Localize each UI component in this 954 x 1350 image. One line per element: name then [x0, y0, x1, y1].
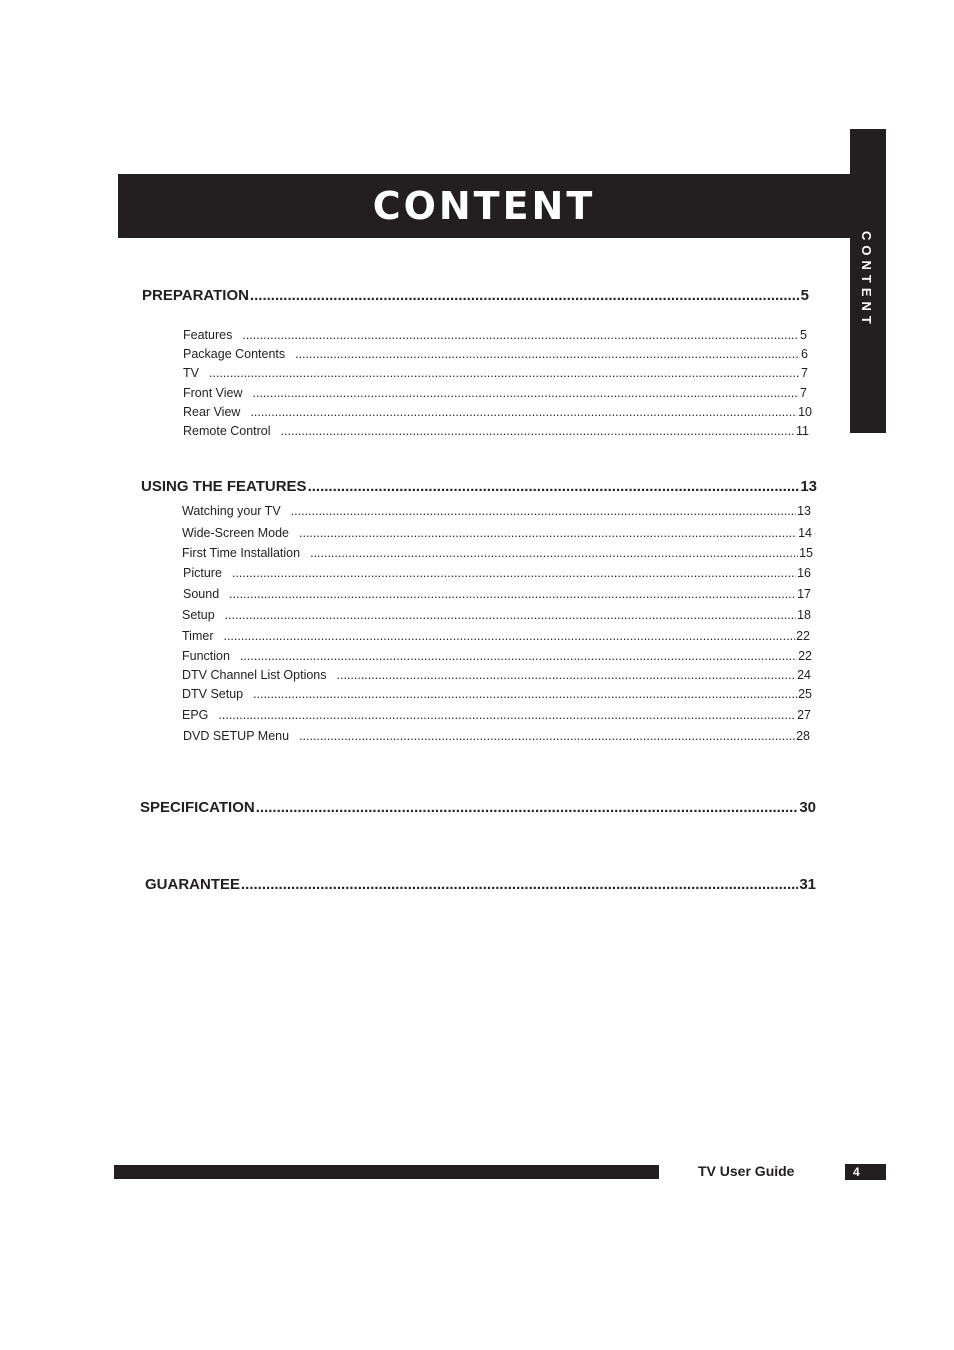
toc-entry-label: DVD SETUP Menu — [183, 729, 290, 743]
toc-entry-label: DTV Channel List Options — [182, 668, 327, 682]
toc-entry-label: Rear View — [183, 405, 241, 419]
toc-entry[interactable] — [182, 608, 811, 624]
footer-label: TV User Guide — [698, 1163, 795, 1179]
toc-entry-page: 24 — [797, 668, 811, 682]
toc-entry-page: 16 — [797, 566, 811, 580]
toc-entry-label: Timer — [182, 629, 214, 643]
toc-section-using-the-features[interactable] — [141, 478, 817, 498]
toc-entry[interactable] — [182, 687, 812, 703]
toc-section-page: 30 — [799, 799, 816, 816]
toc-leader — [209, 366, 800, 380]
toc-entry[interactable] — [183, 424, 809, 440]
toc-entry-label: EPG — [182, 708, 209, 722]
toc-leader — [225, 608, 796, 622]
toc-leader — [242, 328, 799, 342]
toc-entry-page: 13 — [797, 504, 811, 518]
toc-entry-label: Function — [182, 649, 230, 663]
toc-entry-label: Picture — [183, 566, 222, 580]
toc-leader — [310, 546, 798, 560]
title-bar — [118, 174, 850, 238]
toc-entry[interactable] — [183, 729, 810, 745]
toc-leader — [256, 799, 799, 816]
toc-section-guarantee[interactable] — [145, 876, 816, 896]
toc-leader — [223, 629, 795, 643]
toc-entry[interactable] — [183, 328, 807, 344]
toc-leader — [295, 347, 800, 361]
toc-entry-page: 7 — [801, 366, 808, 380]
toc-section-preparation[interactable] — [142, 287, 809, 307]
toc-entry-label: First Time Installation — [182, 546, 301, 560]
side-tab-label: CONTENT — [859, 231, 874, 329]
toc-entry[interactable] — [182, 708, 811, 724]
footer-bar — [114, 1165, 659, 1179]
toc-entry-label: Wide-Screen Mode — [182, 526, 289, 540]
toc-leader — [253, 386, 800, 400]
toc-entry-page: 27 — [797, 708, 811, 722]
toc-entry-page: 6 — [801, 347, 808, 361]
toc-entry[interactable] — [183, 587, 811, 603]
toc-entry-label: Sound — [183, 587, 220, 601]
toc-entry[interactable] — [182, 629, 810, 645]
toc-entry-label: DTV Setup — [182, 687, 244, 701]
toc-entry-page: 17 — [797, 587, 811, 601]
toc-leader — [241, 876, 798, 893]
toc-entry-page: 28 — [796, 729, 810, 743]
toc-section-title: PREPARATION — [142, 287, 249, 304]
toc-entry-page: 14 — [798, 526, 812, 540]
toc-entry[interactable] — [182, 649, 812, 665]
toc-entry-label: Front View — [183, 386, 243, 400]
toc-entry-label: Package Contents — [183, 347, 286, 361]
toc-section-title: GUARANTEE — [145, 876, 241, 893]
toc-leader — [218, 708, 796, 722]
toc-leader — [299, 729, 795, 743]
toc-entry-page: 22 — [798, 649, 812, 663]
toc-entry[interactable] — [182, 504, 811, 520]
toc-section-title: SPECIFICATION — [140, 799, 255, 816]
toc-entry-page: 5 — [800, 328, 807, 342]
toc-leader — [281, 424, 795, 438]
page-title: CONTENT — [372, 184, 596, 228]
toc-section-page: 13 — [800, 478, 817, 495]
toc-leader — [299, 526, 797, 540]
toc-leader — [291, 504, 796, 518]
toc-section-specification[interactable] — [140, 799, 816, 819]
toc-leader — [253, 687, 797, 701]
toc-entry-page: 11 — [796, 424, 809, 438]
toc-entry-label: Features — [183, 328, 233, 342]
toc-entry-label: TV — [183, 366, 199, 380]
toc-section-title: USING THE FEATURES — [141, 478, 307, 495]
toc-entry[interactable] — [183, 386, 807, 402]
toc-entry-page: 22 — [796, 629, 810, 643]
side-tab — [850, 129, 886, 433]
toc-entry-label: Watching your TV — [182, 504, 281, 518]
toc-leader — [337, 668, 797, 682]
toc-leader — [240, 649, 797, 663]
toc-leader — [308, 478, 800, 495]
toc-entry[interactable] — [183, 347, 808, 363]
toc-section-page: 31 — [799, 876, 816, 893]
toc-leader — [250, 405, 797, 419]
toc-entry-page: 15 — [799, 546, 813, 560]
toc-section-page: 5 — [800, 287, 809, 304]
toc-entry-page: 10 — [798, 405, 812, 419]
toc-entry[interactable] — [182, 546, 813, 562]
toc-entry-label: Setup — [182, 608, 215, 622]
toc-entry[interactable] — [182, 526, 812, 542]
toc-leader — [232, 566, 796, 580]
toc-entry[interactable] — [183, 566, 811, 582]
toc-entry-page: 18 — [797, 608, 811, 622]
toc-entry[interactable] — [182, 668, 811, 684]
toc-entry-page: 25 — [798, 687, 812, 701]
toc-leader — [250, 287, 800, 304]
toc-entry-label: Remote Control — [183, 424, 271, 438]
toc-entry[interactable] — [183, 366, 808, 382]
toc-entry-page: 7 — [800, 386, 807, 400]
toc-leader — [229, 587, 796, 601]
toc-entry[interactable] — [183, 405, 812, 421]
page-number: 4 — [845, 1164, 886, 1180]
